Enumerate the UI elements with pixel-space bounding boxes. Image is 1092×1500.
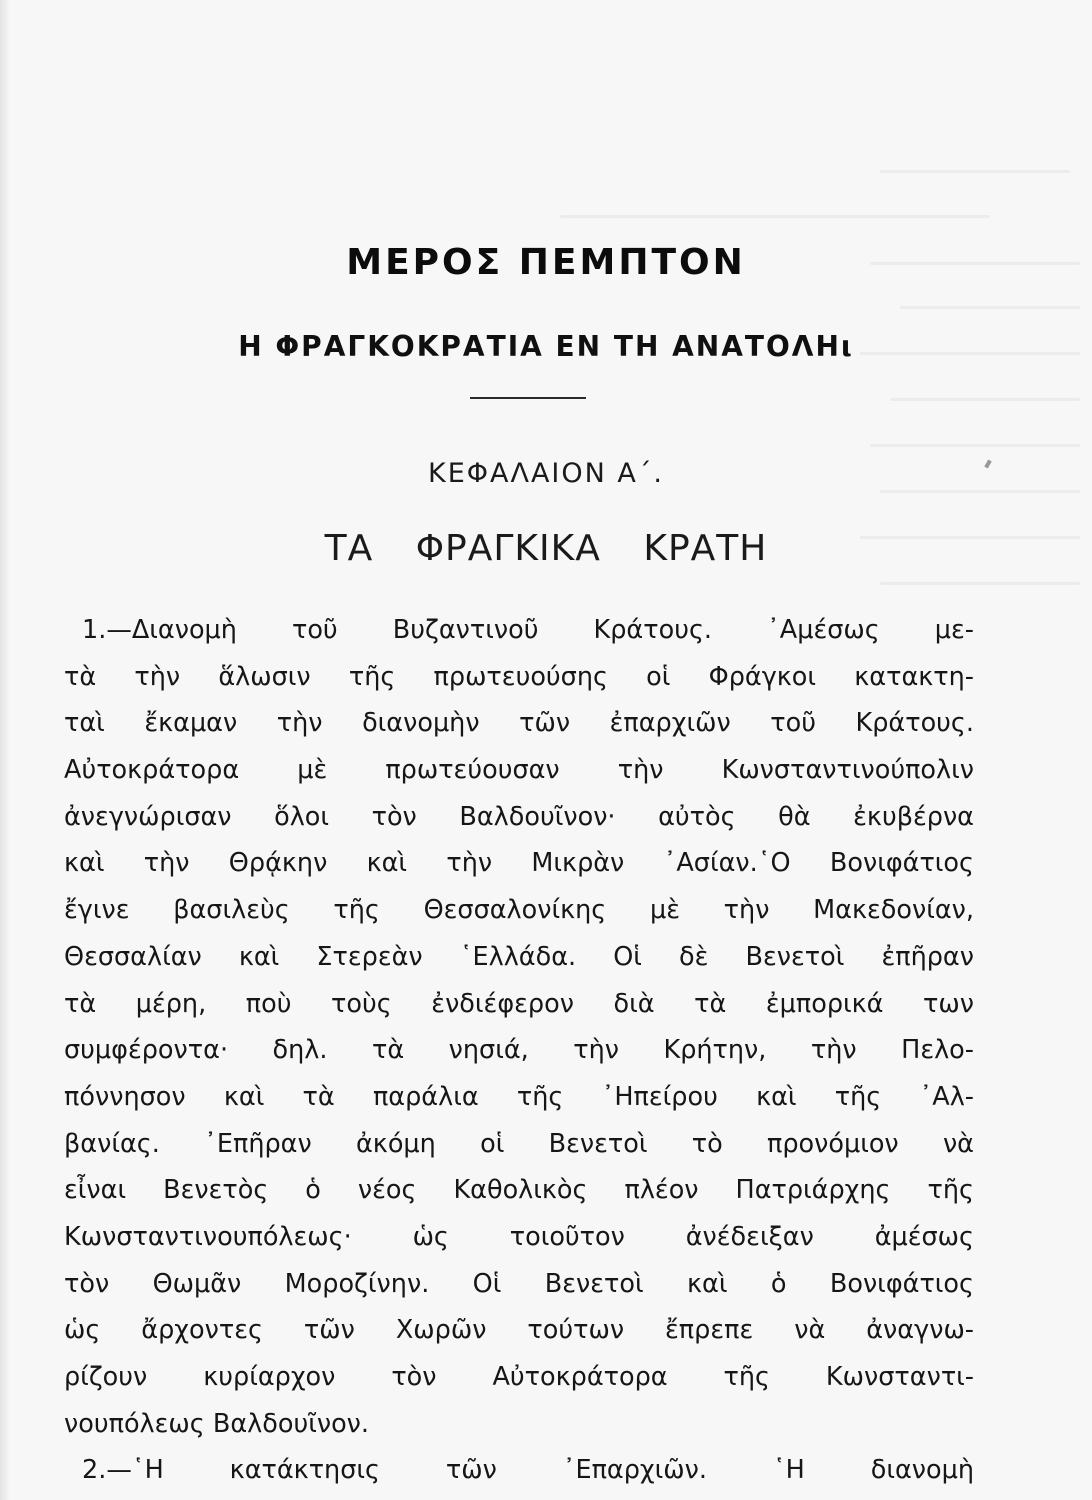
body-line: τὸν Θωμᾶν Μοροζίνην. Οἱ Βενετοὶ καὶ ὁ Βονιφάτιος	[64, 1268, 974, 1299]
body-line: 2.—῾Η κατάκτησις τῶν ᾿Επαρχιῶν. ῾Η διανομὴ	[82, 1455, 974, 1486]
body-line: Θεσσαλίαν καὶ Στερεὰν ῾Ελλάδα. Οἱ δὲ Βενετοὶ ἐπῆραν	[64, 941, 974, 972]
body-line: νουπόλεως Βαλδουῖνον.	[64, 1408, 370, 1439]
body-line: Αὐτοκράτορα μὲ πρωτεύουσαν τὴν Κωνσταντινούπολιν	[64, 755, 974, 786]
body-line: εἶναι Βενετὸς ὁ νέος Καθολικὸς πλέον Πατριάρχης τῆς	[64, 1175, 974, 1206]
body-line: ρίζουν κυρίαρχον τὸν Αὐτοκράτορα τῆς Κωνσταντι-	[64, 1362, 974, 1392]
body-line: 1.—Διανομὴ τοῦ Βυζαντινοῦ Κράτους. ᾿Αμέσως με-	[82, 615, 974, 645]
body-text	[64, 607, 974, 1494]
chapter-label: ΚΕΦΑΛΑΙΟΝ Α΄.	[428, 458, 664, 489]
body-line: ταὶ ἔκαμαν τὴν διανομὴν τῶν ἐπαρχιῶν τοῦ Κράτους.	[64, 708, 974, 739]
body-line: καὶ τὴν Θρᾴκην καὶ τὴν Μικρὰν ᾿Ασίαν.῾Ο Βονιφάτιος	[64, 848, 974, 879]
divider-rule	[470, 397, 586, 399]
page-edge-shadow	[0, 0, 10, 1500]
body-line: ὡς ἄρχοντες τῶν Χωρῶν τούτων ἔπρεπε νὰ ἀναγνω-	[64, 1315, 974, 1346]
part-title: ΜΕΡΟΣ ΠΕΜΠΤΟΝ	[346, 242, 746, 283]
body-line: πόννησον καὶ τὰ παράλια τῆς ᾿Ηπείρου καὶ τῆς ᾿Αλ-	[64, 1081, 974, 1112]
body-line: Κωνσταντινουπόλεως· ὡς τοιοῦτον ἀνέδειξαν ἀμέσως	[64, 1221, 974, 1252]
body-line: συμφέροντα· δηλ. τὰ νησιά, τὴν Κρήτην, τὴν Πελο-	[64, 1035, 974, 1066]
body-line: ἔγινε βασιλεὺς τῆς Θεσσαλονίκης μὲ τὴν Μακεδονίαν,	[64, 895, 974, 926]
body-line: ἀνεγνώρισαν ὅλοι τὸν Βαλδουῖνον· αὐτὸς θὰ ἐκυβέρνα	[64, 801, 974, 832]
body-line: τὰ τὴν ἅλωσιν τῆς πρωτευούσης οἱ Φράγκοι κατακτη-	[64, 661, 974, 692]
body-line: βανίας. ᾿Επῆραν ἀκόμη οἱ Βενετοὶ τὸ προνόμιον νὰ	[64, 1128, 974, 1159]
part-subtitle: Η ΦΡΑΓΚΟΚΡΑΤΙΑ ΕΝ ΤΗ ΑΝΑΤΟΛΗι	[238, 330, 854, 363]
body-line: τὰ μέρη, ποὺ τοὺς ἐνδιέφερον διὰ τὰ ἐμπορικά των	[64, 988, 974, 1019]
chapter-title: ΤΑ ΦΡΑΓΚΙΚΑ ΚΡΑΤΗ	[324, 528, 768, 569]
